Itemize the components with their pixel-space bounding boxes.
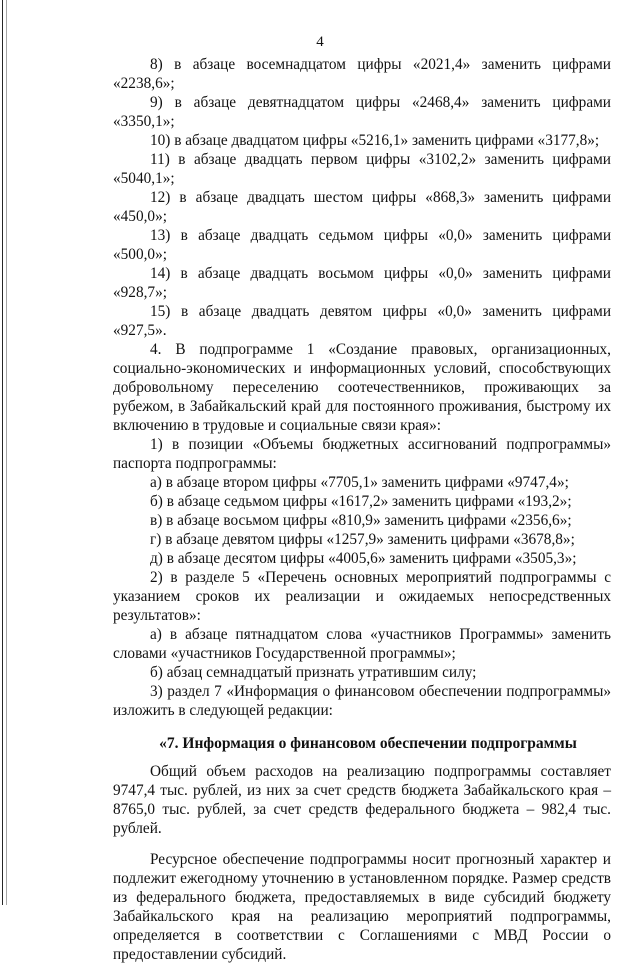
list-item: 8) в абзаце восемнадцатом цифры «2021,4» заменить цифрами «2238,6»; — [113, 56, 611, 92]
section-4-intro: 4. В подпрограмме 1 «Создание правовых, организационных, социально-экономических и информационных условий, способствующих добровольному переселению соотечественников, проживающих за рубежом, в Забайкальский край для постоянного проживания, быстрому их включению в трудовые и социальные связи края»: — [113, 341, 611, 434]
paragraph-total-expenses: Общий объем расходов на реализацию подпрограммы составляет 9747,4 тыс. рублей, из них за счет средств бюджета Забайкальского края – 8765,0 тыс. рублей, за счет средств федерального бюджета – 982,4 тыс. рублей. — [113, 763, 611, 837]
subitem-1: 1) в позиции «Объемы бюджетных ассигнований подпрограммы» паспорта подпрограммы: — [113, 436, 611, 472]
list-item: 15) в абзаце двадцать девятом цифры «0,0» заменить цифрами «927,5». — [113, 303, 611, 339]
page-number: 4 — [316, 34, 324, 50]
list-item: 9) в абзаце девятнадцатом цифры «2468,4» заменить цифрами «3350,1»; — [113, 94, 611, 130]
subitem-3: 3) раздел 7 «Информация о финансовом обеспечении подпрограммы» изложить в следующей редакции: — [113, 683, 611, 719]
letter-item: б) в абзаце седьмом цифры «1617,2» заменить цифрами «193,2»; — [150, 493, 572, 510]
subitem-2-a: а) в абзаце пятнадцатом слова «участников Программы» заменить словами «участников Государственной программы»; — [113, 626, 611, 662]
scan-edge-line-faint — [6, 0, 7, 905]
letter-item: д) в абзаце десятом цифры «4005,6» заменить цифрами «3505,3»; — [150, 550, 577, 567]
letter-item: а) в абзаце втором цифры «7705,1» заменить цифрами «9747,4»; — [150, 474, 569, 491]
document-body — [113, 55, 611, 964]
letter-item: г) в абзаце девятом цифры «1257,9» заменить цифрами «3678,8»; — [150, 531, 575, 548]
list-item: 12) в абзаце двадцать шестом цифры «868,3» заменить цифрами «450,0»; — [113, 189, 611, 225]
list-item: 14) в абзаце двадцать восьмом цифры «0,0» заменить цифрами «928,7»; — [113, 265, 611, 301]
list-item: 13) в абзаце двадцать седьмом цифры «0,0» заменить цифрами «500,0»; — [113, 227, 611, 263]
scan-edge-line — [2, 0, 3, 905]
letter-item: в) в абзаце восьмом цифры «810,9» заменить цифрами «2356,6»; — [150, 512, 572, 529]
paragraph-resource-provision: Ресурсное обеспечение подпрограммы носит прогнозный характер и подлежит ежегодному уточнению в установленном порядке. Размер средств из федерального бюджета, предоставляемых в виде субсидий бюджету Забайкальского края на реализацию мероприятий подпрограммы, определяется в соответствии с Соглашениями с МВД России о предоставлении субсидий. — [113, 851, 611, 963]
subitem-2-b: б) абзац семнадцатый признать утратившим силу; — [150, 664, 477, 681]
subitem-2: 2) в разделе 5 «Перечень основных мероприятий подпрограммы с указанием сроков их реализации и ожидаемых непосредственных результатов»: — [113, 569, 611, 624]
list-item: 11) в абзаце двадцать первом цифры «3102,2» заменить цифрами «5040,1»; — [113, 151, 611, 187]
list-item: 10) в абзаце двадцатом цифры «5216,1» заменить цифрами «3177,8»; — [150, 132, 600, 149]
section-heading: «7. Информация о финансовом обеспечении подпрограммы — [159, 735, 577, 752]
